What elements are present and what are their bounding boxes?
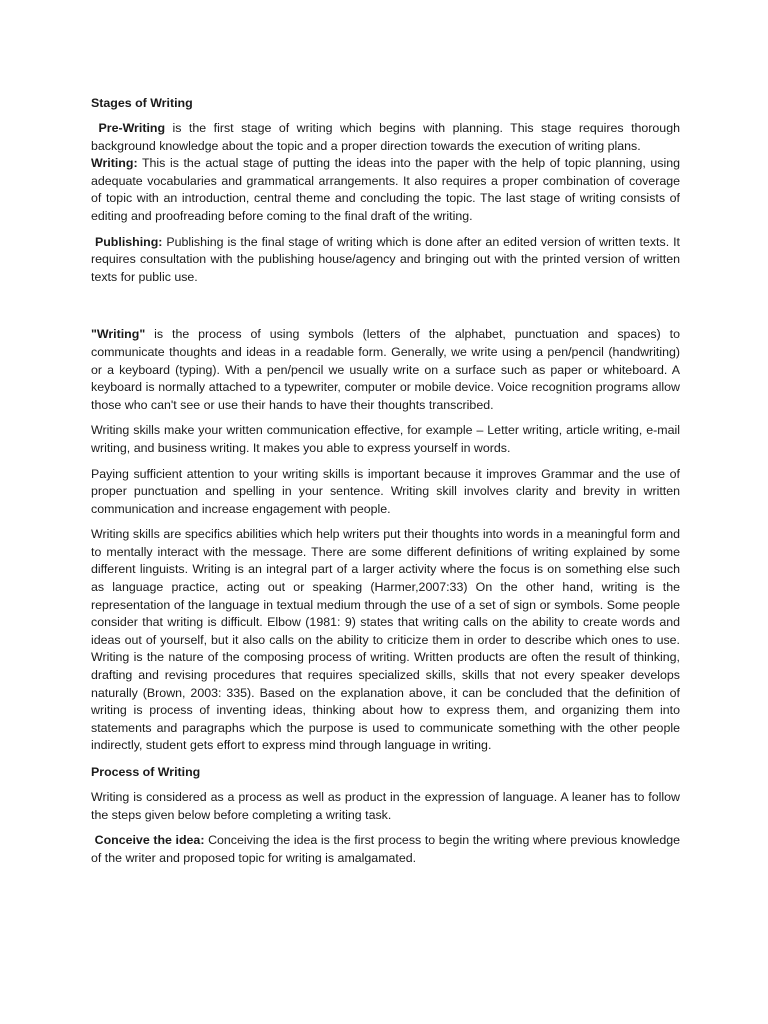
definitions-paragraph: Writing skills are specifics abilities which help writers put their thoughts into words in a meaningful form and to mentally interact with the message. There are some different definitions of writing explained by some different linguists. Writing is an integral part of a larger activity where the focus is on something else such as language practice, acting out or speaking (Harmer,2007:33) On the other hand, writing is the representation of the language in textual medium through the use of a set of sign or symbols. Some people consider that writing is difficult. Elbow (1981: 9) states that writing calls on the ability to create words and ideas out of yourself, but it also calls on the ability to criticize them in order to describe which ones to use. Writing is the nature of the composing process of writing. Written products are often the result of thinking, drafting and revising procedures that requires specialized skills, skills that not every speaker develops naturally (Brown, 2003: 335). Based on the explanation above, it can be concluded that the definition of writing is process of inventing ideas, thinking about how to express them, and organizing them into statements and paragraphs which the purpose is used to communicate something with the other people indirectly, student gets effort to express mind through language in writing. — [91, 527, 680, 753]
writing-stage-text: This is the actual stage of putting the ideas into the paper with the help of topic planning, using adequate vocabularies and grammatical arrangements. It also requires a proper combination of coverage of topic with an introduction, central theme and concluding the topic. The last stage of writing consists of editing and proofreading before coming to the final draft of the writing. — [91, 156, 680, 223]
writing-definition-text: is the process of using symbols (letters of the alphabet, punctuation and spaces) to communicate thoughts and ideas in a readable form. Generally, we write using a pen/pencil (handwriting) or a keyboard (typing). With a pen/pencil we usually write on a surface such as paper or whiteboard. A keyboard is normally attached to a typewriter, computer or mobile device. Voice recognition programs allow those who can't see or use their hands to have their thoughts transcribed. — [91, 327, 680, 412]
conceive-text: Conceiving the idea is the first process to begin the writing where previous knowledge of the writer and proposed topic for writing is amalgamated. — [91, 833, 681, 865]
writing-skills-paragraph: Writing skills make your written communication effective, for example – Letter writing, article writing, e-mail writing, and business writing. It makes you able to express yourself in words. — [91, 423, 680, 455]
process-heading: Process of Writing — [91, 765, 201, 779]
publishing-text: Publishing is the final stage of writing which is done after an edited version of written texts. It requires consultation with the publishing house/agency and bringing out with the printed version of written texts for public use. — [91, 234, 680, 284]
prewriting-term: Pre-Writing — [98, 121, 166, 135]
conceive-term: Conceive the idea: — [94, 833, 205, 848]
conceive-paragraph — [91, 832, 680, 867]
publishing-term: Publishing: — [94, 234, 163, 249]
writing-stage-term: Writing: — [91, 156, 138, 171]
process-intro-paragraph: Writing is considered as a process as well as product in the expression of language. A leaner has to follow the steps given below before completing a writing task. — [91, 790, 680, 822]
attention-paragraph: Paying sufficient attention to your writing skills is important because it improves Grammar and the use of proper punctuation and spelling in your sentence. Writing skill involves clarity and brevity in written communication and increase engagement with people. — [91, 466, 680, 516]
prewriting-text: is the first stage of writing which begins with planning. This stage requires thorough background knowledge about the topic and a proper direction towards the execution of writing plans. — [91, 121, 680, 153]
writing-definition-term: "Writing" — [91, 327, 146, 342]
publishing-paragraph — [91, 234, 680, 287]
prewriting-paragraph — [91, 120, 680, 155]
stages-heading: Stages of Writing — [91, 96, 193, 110]
writing-definition-paragraph — [91, 326, 680, 414]
writing-stage-paragraph — [91, 155, 680, 225]
